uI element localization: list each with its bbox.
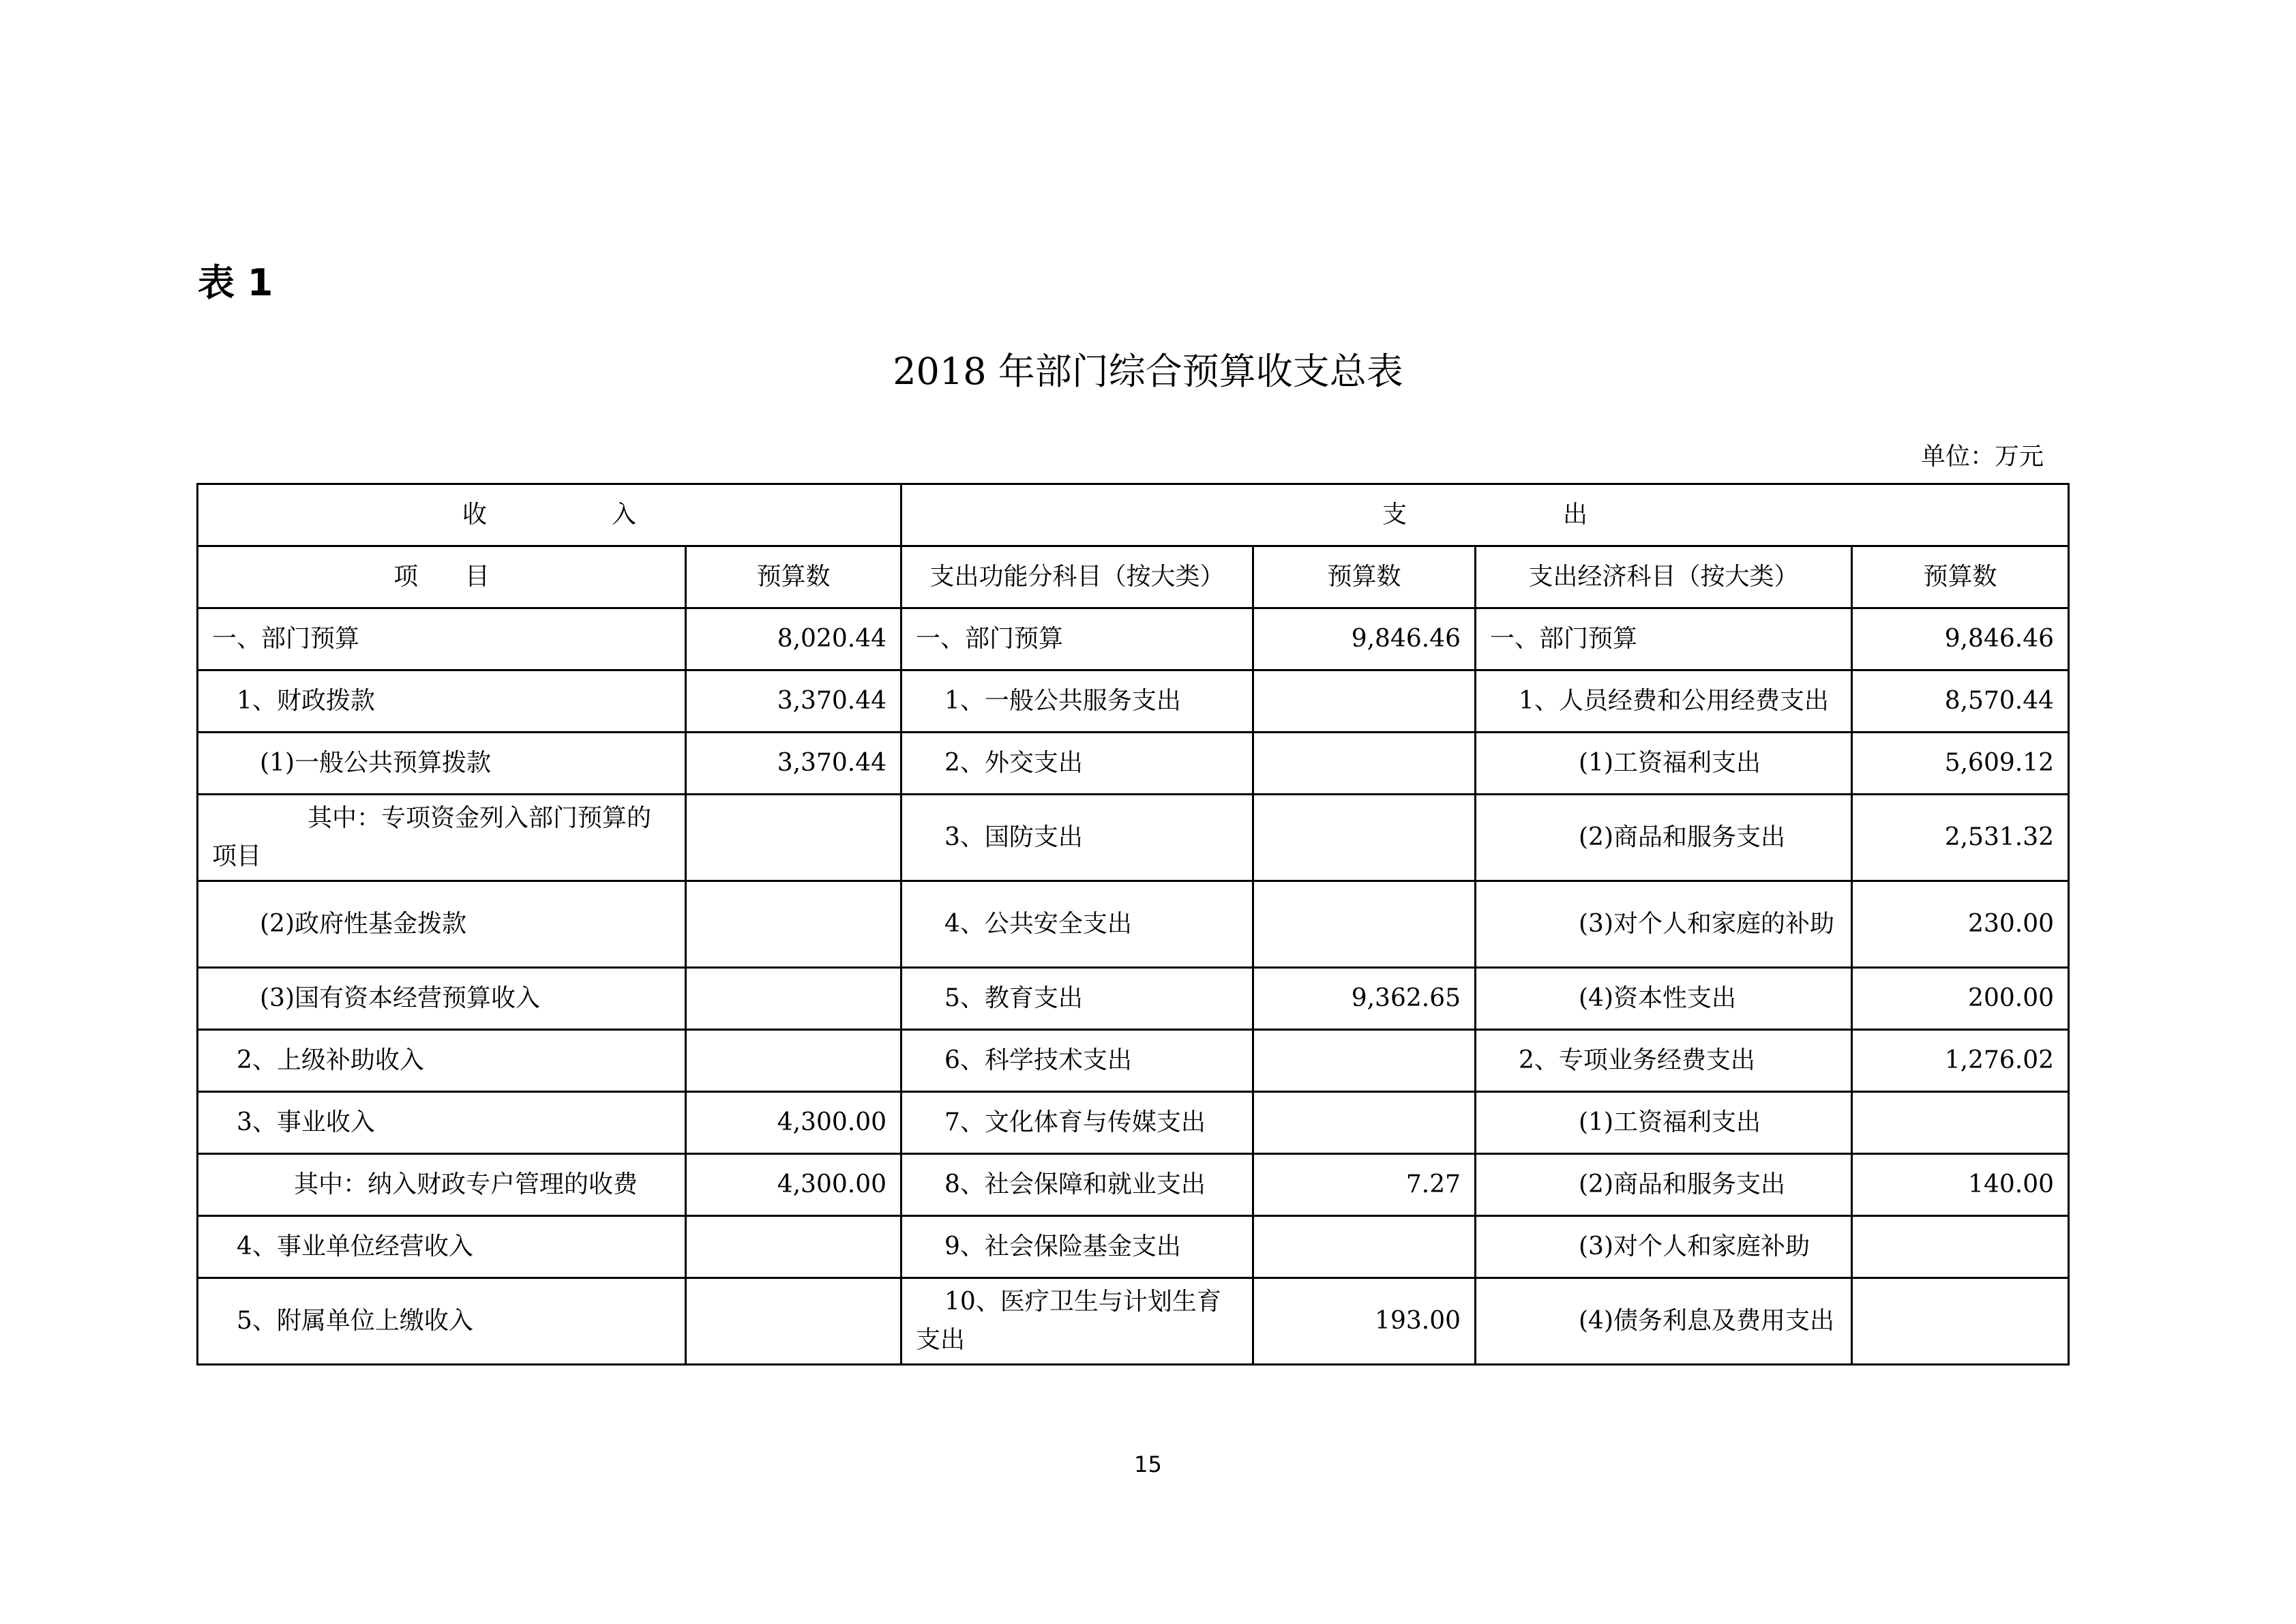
econ-item: 1、人员经费和公用经费支出 (1476, 670, 1852, 733)
func-amount: 9,846.46 (1253, 608, 1476, 670)
col-header-item: 项 目 (198, 546, 686, 608)
func-item: 4、公共安全支出 (901, 881, 1253, 968)
func-amount: 7.27 (1253, 1154, 1476, 1216)
func-item: 5、教育支出 (901, 968, 1253, 1030)
income-item: (1)一般公共预算拨款 (198, 733, 686, 795)
func-item: 6、科学技术支出 (901, 1030, 1253, 1092)
table-row (198, 1092, 2069, 1154)
unit-label: 单位：万元 (1920, 443, 2044, 471)
func-amount (1253, 881, 1476, 968)
func-amount (1253, 795, 1476, 881)
income-item: 3、事业收入 (198, 1092, 686, 1154)
econ-amount: 1,276.02 (1852, 1030, 2069, 1092)
income-amount (686, 1216, 901, 1278)
table-row (198, 795, 2069, 881)
income-item: 一、部门预算 (198, 608, 686, 670)
econ-item: (2)商品和服务支出 (1476, 795, 1852, 881)
func-item: 10、医疗卫生与计划生育支出 (901, 1278, 1253, 1365)
table-label: 表 1 (198, 261, 273, 304)
income-item: 其中：纳入财政专户管理的收费 (198, 1154, 686, 1216)
econ-item: 一、部门预算 (1476, 608, 1852, 670)
econ-amount: 8,570.44 (1852, 670, 2069, 733)
econ-amount: 140.00 (1852, 1154, 2069, 1216)
econ-item: (3)对个人和家庭的补助 (1476, 881, 1852, 968)
table-row (198, 733, 2069, 795)
econ-item: (4)资本性支出 (1476, 968, 1852, 1030)
income-amount (686, 795, 901, 881)
econ-item: (4)债务利息及费用支出 (1476, 1278, 1852, 1365)
econ-item: 2、专项业务经费支出 (1476, 1030, 1852, 1092)
col-header-func-item: 支出功能分科目（按大类） (901, 546, 1253, 608)
income-amount: 8,020.44 (686, 608, 901, 670)
income-item: 4、事业单位经营收入 (198, 1216, 686, 1278)
func-amount: 9,362.65 (1253, 968, 1476, 1030)
income-amount (686, 881, 901, 968)
econ-item: (3)对个人和家庭补助 (1476, 1216, 1852, 1278)
econ-amount (1852, 1092, 2069, 1154)
func-amount (1253, 1092, 1476, 1154)
econ-amount: 5,609.12 (1852, 733, 2069, 795)
col-header-func-amount: 预算数 (1253, 546, 1476, 608)
table-row (198, 1154, 2069, 1216)
table-row (198, 1216, 2069, 1278)
func-amount (1253, 670, 1476, 733)
income-item: (2)政府性基金拨款 (198, 881, 686, 968)
func-amount (1253, 1030, 1476, 1092)
income-amount (686, 968, 901, 1030)
col-header-econ-amount: 预算数 (1852, 546, 2069, 608)
econ-item: (2)商品和服务支出 (1476, 1154, 1852, 1216)
func-item: 7、文化体育与传媒支出 (901, 1092, 1253, 1154)
func-item: 一、部门预算 (901, 608, 1253, 670)
econ-amount: 9,846.46 (1852, 608, 2069, 670)
table-row (198, 881, 2069, 968)
table-row (198, 608, 2069, 670)
func-item: 3、国防支出 (901, 795, 1253, 881)
econ-item: (1)工资福利支出 (1476, 733, 1852, 795)
income-item: 其中：专项资金列入部门预算的项目 (198, 795, 686, 881)
income-amount (686, 1278, 901, 1365)
func-item: 8、社会保障和就业支出 (901, 1154, 1253, 1216)
func-item: 2、外交支出 (901, 733, 1253, 795)
income-item: (3)国有资本经营预算收入 (198, 968, 686, 1030)
func-item: 1、一般公共服务支出 (901, 670, 1253, 733)
func-amount (1253, 1216, 1476, 1278)
table-row (198, 1030, 2069, 1092)
col-header-income-amount: 预算数 (686, 546, 901, 608)
col-header-econ-item: 支出经济科目（按大类） (1476, 546, 1852, 608)
income-item: 2、上级补助收入 (198, 1030, 686, 1092)
expense-section-header: 支 出 (901, 484, 2069, 546)
page-title: 2018 年部门综合预算收支总表 (893, 350, 1403, 393)
budget-table (196, 483, 2070, 1365)
func-amount (1253, 733, 1476, 795)
income-amount: 3,370.44 (686, 670, 901, 733)
income-item: 5、附属单位上缴收入 (198, 1278, 686, 1365)
income-amount: 4,300.00 (686, 1154, 901, 1216)
func-item: 9、社会保险基金支出 (901, 1216, 1253, 1278)
econ-item: (1)工资福利支出 (1476, 1092, 1852, 1154)
econ-amount (1852, 1216, 2069, 1278)
income-section-header: 收 入 (198, 484, 901, 546)
econ-amount: 200.00 (1852, 968, 2069, 1030)
econ-amount: 230.00 (1852, 881, 2069, 968)
table-row (198, 670, 2069, 733)
table-row (198, 968, 2069, 1030)
func-amount: 193.00 (1253, 1278, 1476, 1365)
income-amount: 3,370.44 (686, 733, 901, 795)
income-item: 1、财政拨款 (198, 670, 686, 733)
page-number: 15 (1134, 1451, 1162, 1477)
income-amount: 4,300.00 (686, 1092, 901, 1154)
econ-amount: 2,531.32 (1852, 795, 2069, 881)
table-row (198, 1278, 2069, 1365)
econ-amount (1852, 1278, 2069, 1365)
income-amount (686, 1030, 901, 1092)
